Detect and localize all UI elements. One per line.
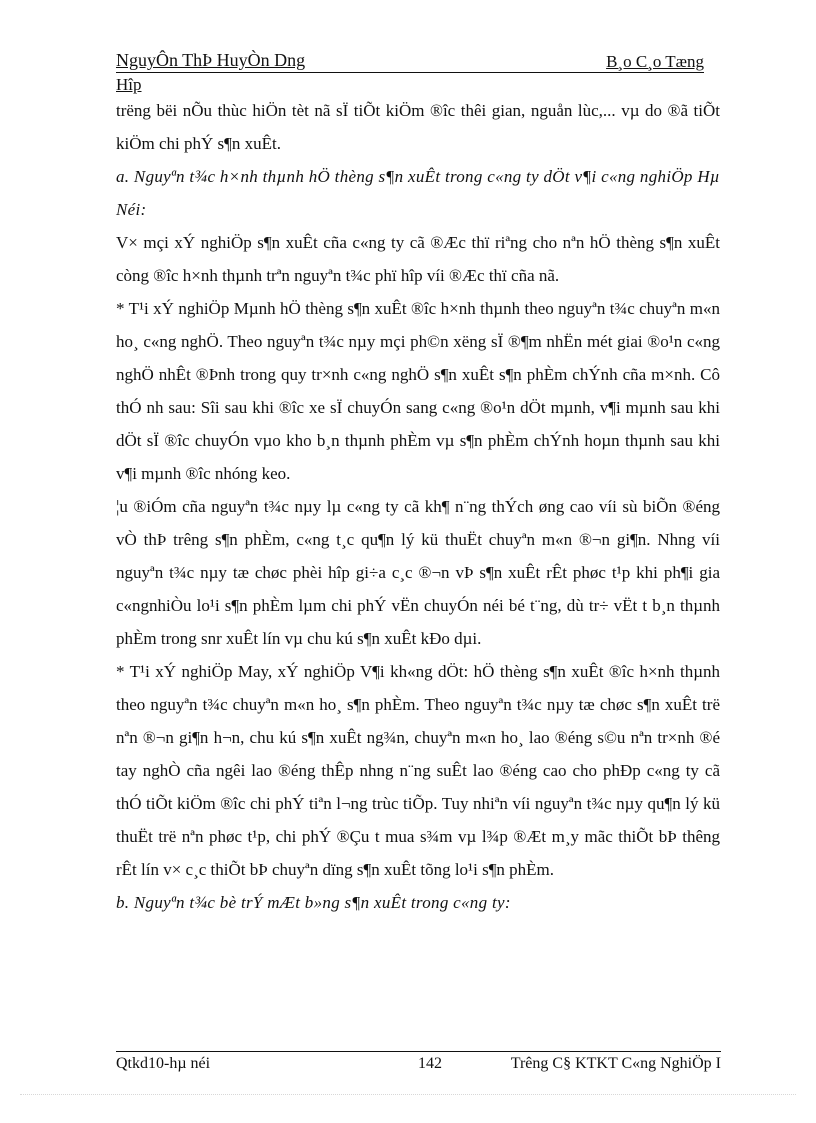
section-heading-a: a. Nguyªn t¾c h×nh thµnh hÖ thèng s¶n xuÊt trong c«ng ty dÖt v¶i c«ng nghiÖp Hµ Néi: [116,167,720,219]
paragraph-cord-factory: * T¹i xÝ nghiÖp Mµnh hÖ thèng s¶n xuÊt ®îc h×nh thµnh theo nguyªn t¾c chuyªn m«n ho¸ c«ng nghÖ. Theo nguyªn t¾c nµy mçi ph©n xëng sÏ ®¶m nhËn mét giai ®o¹n c«ng nghÖ nhÊt ®Þnh trong quy tr×nh c«ng nghÖ s¶n xuÊt s¶n phÈm chÝnh cña m×nh. Cô thÓ nh sau: Sîi sau khi ®îc xe sÏ chuyÓn sang c«ng ®o¹n dÖt mµnh, v¶i mµnh sau khi dÖt sÏ ®îc chuyÓn vµo kho b¸n thµnh phÈm vµ s¶n phÈm chÝnh hoµn thµnh sau khi v¶i mµnh ®îc nhóng keo. [116,299,720,483]
document-body [116,94,720,919]
page-number: 142 [418,1055,442,1072]
header-author: NguyÔn ThÞ HuyÒn Dng [116,50,306,70]
paragraph-principle: V× mçi xÝ nghiÖp s¶n xuÊt cña c«ng ty cã ®Æc thï riªng cho nªn hÖ thèng s¶n xuÊt còng ®îc h×nh thµnh trªn nguyªn t¾c phï hîp víi ®Æc thï cña nã. [116,233,720,285]
page-edge-divider [20,1094,796,1095]
header-report-title-cont: Hîp [116,75,142,94]
footer-class: Qtkd10-hµ néi [116,1055,211,1072]
header-rule [116,72,704,73]
paragraph-advantages: ¦u ®iÓm cña nguyªn t¾c nµy lµ c«ng ty cã kh¶ n¨ng thÝch øng cao víi sù biÕn ®éng vÒ thÞ trêng s¶n phÈm, c«ng t¸c qu¶n lý kü thuËt chuyªn m«n ®¬n gi¶n. Nhng víi nguyªn t¾c nµy tæ chøc phèi hîp gi÷a c¸c ®¬n vÞ s¶n xuÊt rÊt phøc t¹p khi ph¶i gia c«ngnhiÒu lo¹i s¶n phÈm lµm chi phÝ vËn chuyÓn néi bé t¨ng, dù tr÷ vËt t b¸n thµnh phÈm trong snr xuÊt lín vµ chu kú s¶n xuÊt kÐo dµi. [116,497,720,648]
paragraph-intro-continuation: trëng bëi nÕu thùc hiÖn tèt nã sÏ tiÕt kiÖm ®îc thêi gian, nguån lùc,... vµ do ®ã tiÕt kiÖm chi phÝ s¶n xuÊt. [116,101,720,153]
footer-rule [116,1051,721,1052]
paragraph-sewing-factory: * T¹i xÝ nghiÖp May, xÝ nghiÖp V¶i kh«ng dÖt: hÖ thèng s¶n xuÊt ®îc h×nh thµnh theo nguyªn t¾c chuyªn m«n ho¸ s¶n phÈm. Theo nguyªn t¾c nµy tæ chøc s¶n xuÊt trë nªn ®¬n gi¶n h¬n, chu kú s¶n xuÊt ng¾n, chuyªn m«n ho¸ lao ®éng s©u nªn tr×nh ®é tay nghÒ cña ngêi lao ®éng thÊp nhng n¨ng suÊt lao ®éng cao cho phÐp c«ng ty cã thÓ tiÕt kiÖm ®îc chi phÝ tiªn l¬ng trùc tiÕp. Tuy nhiªn víi nguyªn t¾c nµy qu¶n lý kü thuËt trë nªn phøc t¹p, chi phÝ ®Çu t mua s¾m vµ l¾p ®Æt m¸y mãc thiÕt bÞ thêng rÊt lín v× c¸c thiÕt bÞ chuyªn dïng s¶n xuÊt tõng lo¹i s¶n phÈm. [116,662,720,879]
header-report-title: B¸o C¸o Tæng [606,52,704,71]
footer-school: Trêng C§ KTKT C«ng NghiÖp I [510,1055,721,1072]
section-heading-b: b. Nguyªn t¾c bè trÝ mÆt b»ng s¶n xuÊt trong c«ng ty: [116,893,511,912]
